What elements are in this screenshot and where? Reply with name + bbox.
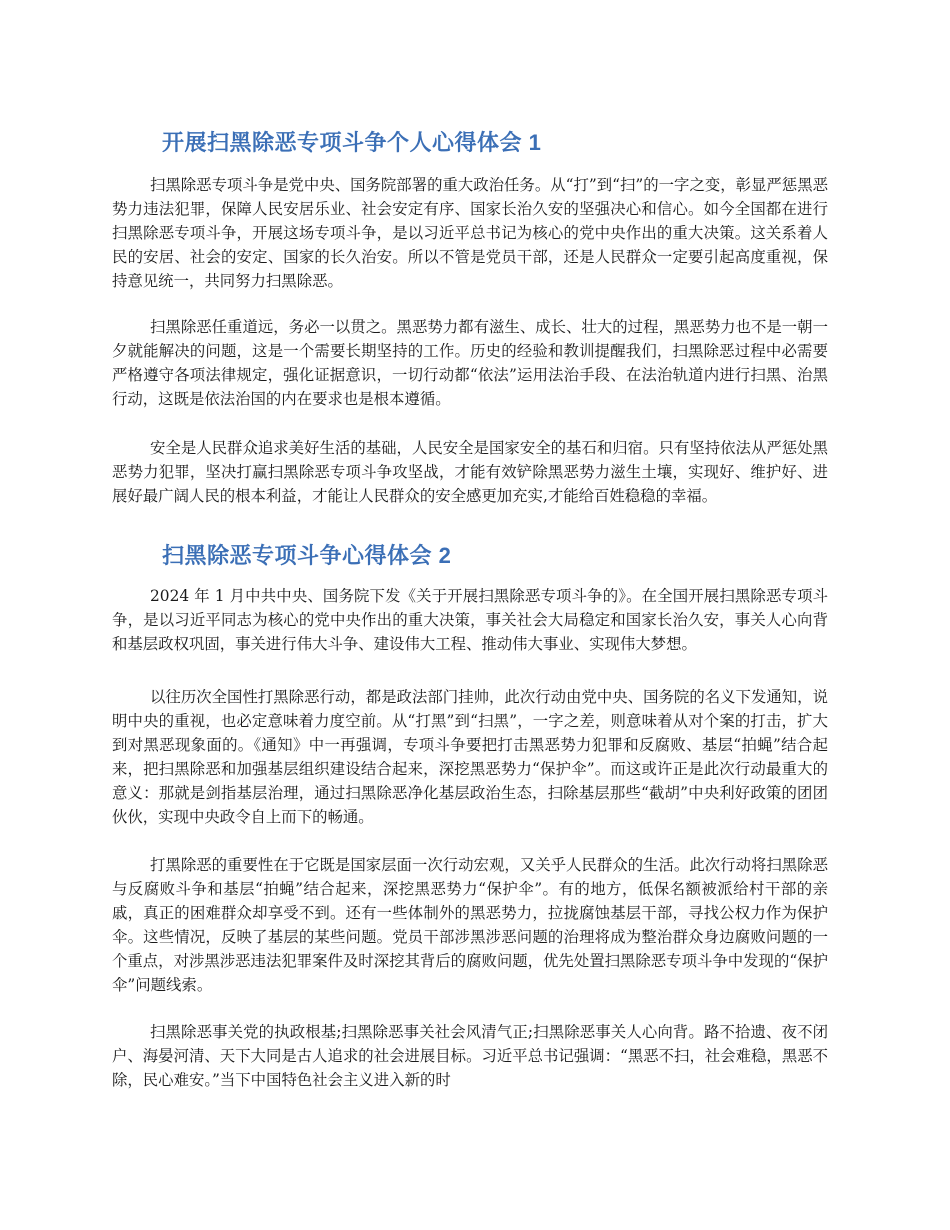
paragraph: 以往历次全国性打黑除恶行动，都是政法部门挂帅，此次行动由党中央、国务院的名义下发通知，说明中央的重视，也必定意味着力度空前。从“打黑”到“扫黑”，一字之差，则意味着从对个案的打击，扩大到对黑恶现象面的。《通知》中一再强调，专项斗争要把打击黑恶势力犯罪和反腐败、基层“拍蝇”结合起来，把扫黑除恶和加强基层组织建设结合起来，深挖黑恶势力“保护伞”。而这或许正是此次行动最重大的意义：那就是剑指基层治理，通过扫黑除恶净化基层政治生态，扫除基层那些“截胡”中央利好政策的团团伙伙，实现中央政令自上而下的畅通。	[112, 688, 828, 827]
paragraph: 安全是人民群众追求美好生活的基础，人民安全是国家安全的基石和归宿。只有坚持依法从严惩处黑恶势力犯罪，坚决打赢扫黑除恶专项斗争攻坚战，才能有效铲除黑恶势力滋生土壤，实现好、维护好、进展好最广阔人民的根本利益，才能让人民群众的安全感更加充实,才能给百姓稳稳的幸福。	[112, 439, 828, 506]
paragraph: 扫黑除恶事关党的执政根基;扫黑除恶事关社会风清气正;扫黑除恶事关人心向背。路不拾遗、夜不闭户、海晏河清、天下大同是古人追求的社会进展目标。习近平总书记强调：“黑恶不扫，社会难稳，黑恶不除，民心难安。”当下中国特色社会主义进入新的时	[112, 1023, 828, 1090]
paragraph: 2024 年 1 月中共中央、国务院下发《关于开展扫黑除恶专项斗争的》。在全国开展扫黑除恶专项斗争，是以习近平同志为核心的党中央作出的重大决策，事关社会大局稳定和国家长治久安，事关人心向背和基层政权巩固，事关进行伟大斗争、建设伟大工程、推动伟大事业、实现伟大梦想。	[112, 587, 828, 654]
paragraph: 扫黑除恶任重道远，务必一以贯之。黑恶势力都有滋生、成长、壮大的过程，黑恶势力也不是一朝一夕就能解决的问题，这是一个需要长期坚持的工作。历史的经验和教训提醒我们，扫黑除恶过程中必需要严格遵守各项法律规定，强化证据意识，一切行动都“依法”运用法治手段、在法治轨道内进行扫黑、治黑行动，这既是依法治国的内在要求也是根本遵循。	[112, 318, 828, 409]
section-title-1: 开展扫黑除恶专项斗争个人心得体会 1	[162, 130, 542, 155]
paragraph: 扫黑除恶专项斗争是党中央、国务院部署的重大政治任务。从“打”到“扫”的一字之变，彰显严惩黑恶势力违法犯罪，保障人民安居乐业、社会安定有序、国家长治久安的坚强决心和信心。如今全国都在进行扫黑除恶专项斗争，开展这场专项斗争，是以习近平总书记为核心的党中央作出的重大决策。这关系着人民的安居、社会的安定、国家的长久治安。所以不管是党员干部，还是人民群众一定要引起高度重视，保持意见统一，共同努力扫黑除恶。	[112, 176, 828, 291]
paragraph: 打黑除恶的重要性在于它既是国家层面一次行动宏观，又关乎人民群众的生活。此次行动将扫黑除恶与反腐败斗争和基层“拍蝇”结合起来，深挖黑恶势力“保护伞”。有的地方，低保名额被派给村干部的亲戚，真正的困难群众却享受不到。还有一些体制外的黑恶势力，拉拢腐蚀基层干部，寻找公权力作为保护伞。这些情况，反映了基层的某些问题。党员干部涉黑涉恶问题的治理将成为整治群众身边腐败问题的一个重点，对涉黑涉恶违法犯罪案件及时深挖其背后的腐败问题，优先处置扫黑除恶专项斗争中发现的“保护伞”问题线索。	[112, 856, 828, 995]
section-title-2: 扫黑除恶专项斗争心得体会 2	[162, 543, 452, 568]
